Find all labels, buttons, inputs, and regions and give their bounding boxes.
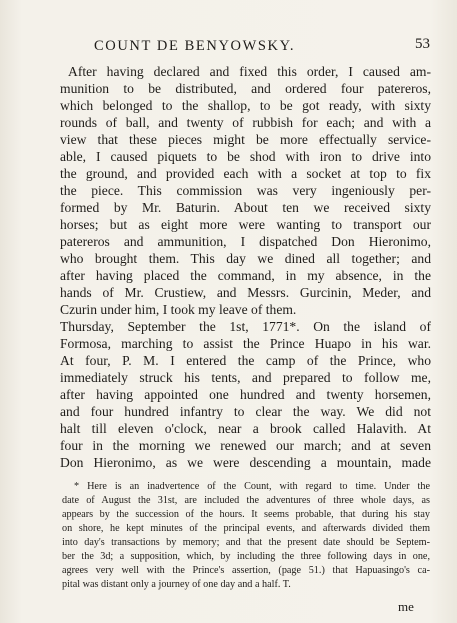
running-head: COUNT DE BENYOWSKY. [94,38,296,54]
body-line: who brought them. This day we dined all together; and [60,251,431,266]
body-line: view that these pieces might be more effectually service- [60,132,431,147]
page-header [60,38,430,58]
body-line: Don Hieronimo, as we were descending a mountain, made [60,455,431,470]
body-line: immediately struck his tents, and prepared to follow me, [60,370,431,385]
body-line: after having placed the command, in my absence, in the [60,268,431,283]
footnote-line: date of August the 31st, are included the adventures of three whole days, as [62,495,430,506]
body-line: after having appointed one hundred and twenty horsemen, [60,387,431,402]
catchword: me [398,599,414,614]
body-line: After having declared and fixed this order, I caused am- [68,64,431,79]
body-line: able, I caused piquets to be shod with iron to drive into [60,149,431,164]
body-line: At four, P. M. I entered the camp of the Prince, who [60,353,431,368]
footnote-line: ber the 3d; a supposition, which, by including the three following days in one, [62,551,430,562]
body-line: Czurin under him, I took my leave of them. [60,302,297,317]
body-line: halt till eleven o'clock, near a brook called Halavith. At [60,421,431,436]
body-line: Thursday, September the 1st, 1771*. On the island of [60,319,431,334]
body-line: rounds of ball, and twenty of rubbish for each; and with a [60,115,431,130]
footnote-line: appears by the succession of the hours. It seems probable, that during his stay [62,509,430,520]
page-number: 53 [415,36,430,52]
body-line: munition to be distributed, and ordered four patereros, [60,81,431,96]
body-line: horses; but as eight more were wanting to transport our [60,217,431,232]
body-line: and four hundred infantry to clear the way. We did not [60,404,431,419]
body-line: formed by Mr. Baturin. About ten we received sixty [60,200,431,215]
body-line: Formosa, marching to assist the Prince Huapo in his war. [60,336,431,351]
body-line: the piece. This commission was very ingeniously per- [60,183,431,198]
footnote-line: into day's transactions by memory; and that the present date should be Septem- [62,537,430,548]
body-line: four in the morning we renewed our march; and at seven [60,438,431,453]
body-line: hands of Mr. Crustiew, and Messrs. Gurcinin, Meder, and [60,285,431,300]
body-line: the ground, and provided each with a socket at top to fix [60,166,431,181]
body-line: which belonged to the shallop, to be got ready, with sixty [60,98,431,113]
body-line: patereros and ammunition, I dispatched Don Hieronimo, [60,234,431,249]
footnote-line: agrees very well with the Prince's assertion, (page 51.) that Hapuasingo's ca- [62,565,430,576]
footnote-line: on shore, he kept minutes of the principal events, and afterwards divided them [62,523,430,534]
footnote-line: * Here is an inadvertence of the Count, with regard to time. Under the [74,481,430,492]
footnote-line: pital was distant only a journey of one day and a half. T. [62,579,291,590]
